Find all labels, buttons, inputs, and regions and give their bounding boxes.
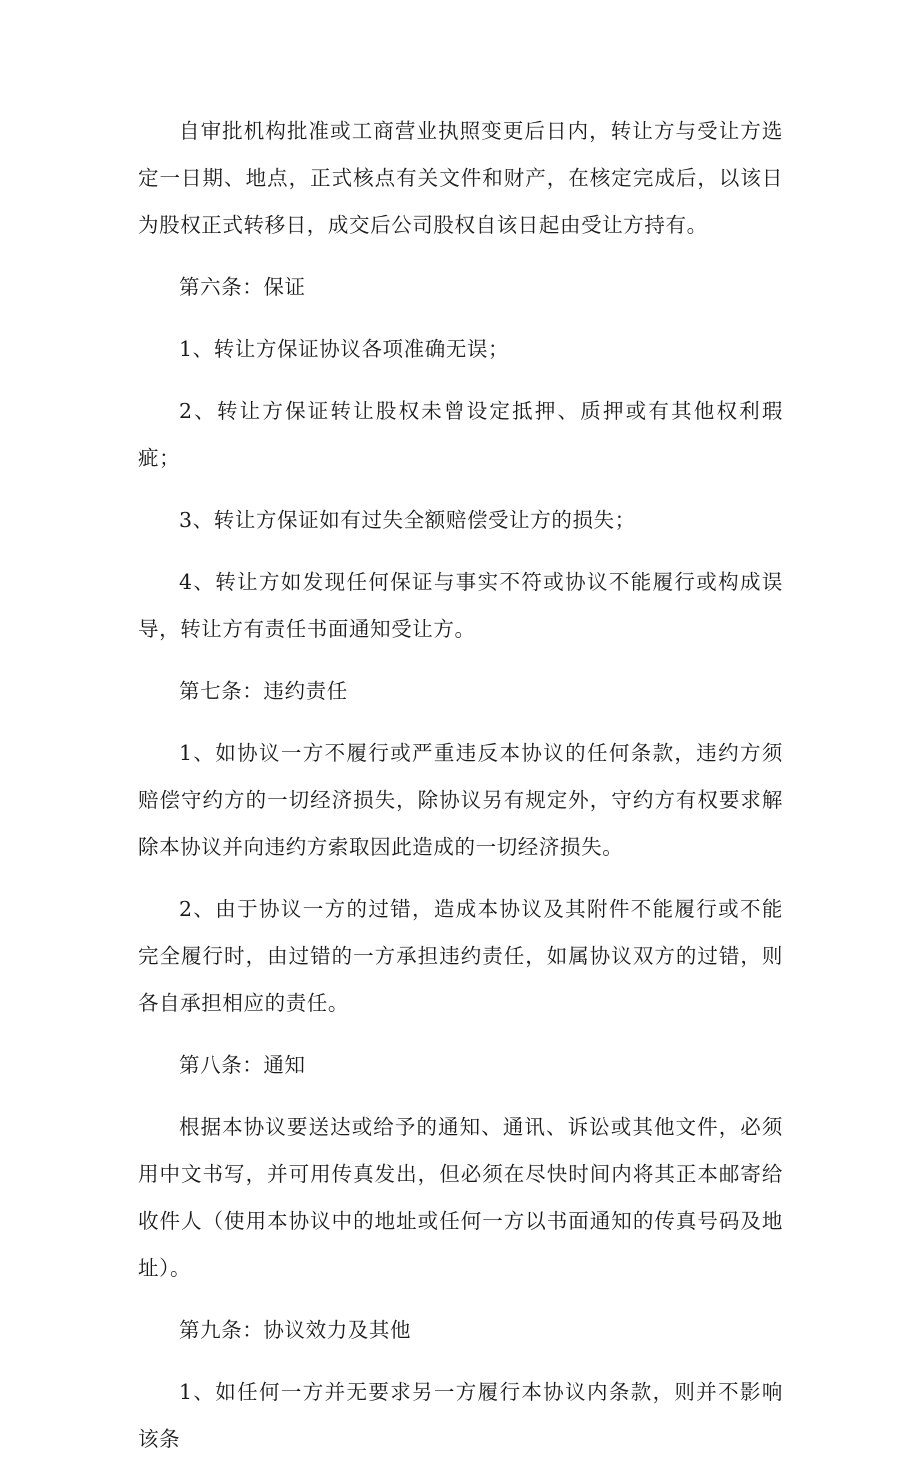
article-7-item-1: 1、如协议一方不履行或严重违反本协议的任何条款，违约方须赔偿守约方的一切经济损失，除协议另有规定外，守约方有权要求解除本协议并向违约方索取因此造成的一切经济损失。 — [138, 741, 783, 859]
article-7-heading: 第七条：违约责任 — [179, 679, 348, 703]
paragraph-transfer-date: 自审批机构批准或工商营业执照变更后日内，转让方与受让方选定一日期、地点，正式核点有关文件和财产，在核定完成后，以该日为股权正式转移日，成交后公司股权自该日起由受让方持有。 — [138, 119, 783, 237]
article-6-heading: 第六条：保证 — [179, 275, 306, 299]
article-6-item-3: 3、转让方保证如有过失全额赔偿受让方的损失； — [179, 508, 636, 532]
article-7-item-2: 2、由于协议一方的过错，造成本协议及其附件不能履行或不能完全履行时，由过错的一方承担违约责任，如属协议双方的过错，则各自承担相应的责任。 — [138, 897, 783, 1015]
article-6-item-1: 1、转让方保证协议各项准确无误； — [179, 337, 510, 361]
article-9-heading: 第九条：协议效力及其他 — [179, 1318, 412, 1342]
article-6-item-4: 4、转让方如发现任何保证与事实不符或协议不能履行或构成误导，转让方有责任书面通知受让方。 — [138, 570, 783, 641]
article-6-item-2: 2、转让方保证转让股权未曾设定抵押、质押或有其他权利瑕疵； — [138, 399, 783, 470]
article-8-heading: 第八条：通知 — [179, 1053, 306, 1077]
document-body — [138, 108, 783, 1478]
article-9-item-1: 1、如任何一方并无要求另一方履行本协议内条款，则并不影响该条 — [138, 1380, 783, 1451]
article-8-body: 根据本协议要送达或给予的通知、通讯、诉讼或其他文件，必须用中文书写，并可用传真发出，但必须在尽快时间内将其正本邮寄给收件人（使用本协议中的地址或任何一方以书面通知的传真号码及地址）。 — [138, 1115, 783, 1280]
